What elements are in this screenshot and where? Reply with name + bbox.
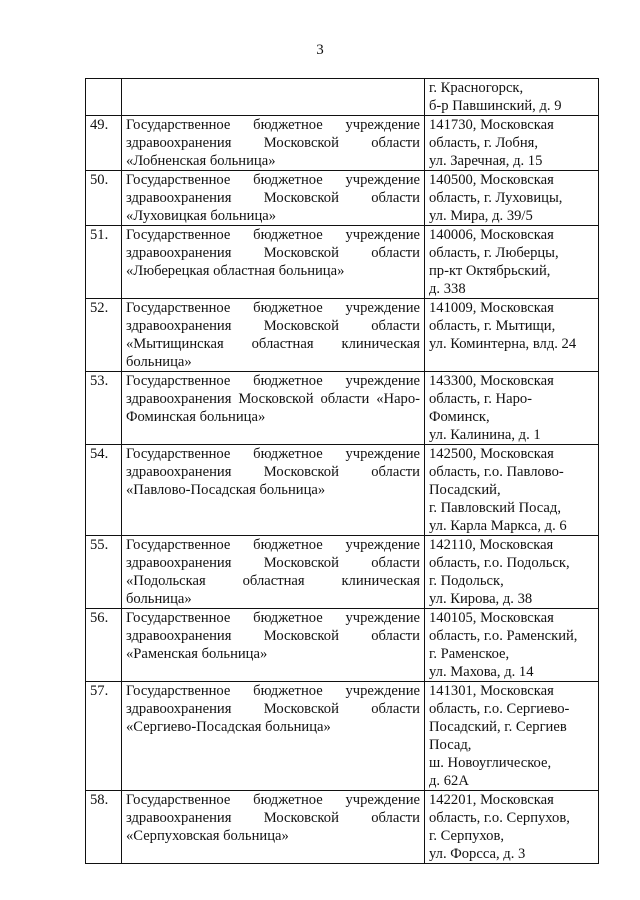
address-line: ул. Карла Маркса, д. 6 [429, 518, 567, 534]
institution-name-line: «Луховицкая больница» [126, 208, 277, 224]
row-number [86, 79, 122, 116]
table-row [86, 372, 599, 445]
address-line: 141009, Московская [429, 300, 554, 316]
table-row [86, 116, 599, 171]
institution-name-line: Государственное бюджетное учреждение [126, 117, 420, 133]
address-line: область, г. Наро- [429, 391, 533, 407]
address-line: 140500, Московская [429, 172, 554, 188]
institution-name-line: здравоохранения Московской области [126, 810, 420, 826]
address-line: 140105, Московская [429, 610, 554, 626]
institution-name-line: здравоохранения Московской области [126, 318, 420, 334]
address-line: Посадский, г. Сергиев [429, 719, 567, 735]
table-row [86, 171, 599, 226]
address-line: 142110, Московская [429, 537, 554, 553]
address-line: г. Подольск, [429, 573, 504, 589]
address-line: область, г. Мытищи, [429, 318, 556, 334]
institution-name-line: Фоминская больница» [126, 409, 266, 425]
row-number: 53. [86, 372, 122, 445]
institution-name-cell [122, 791, 425, 864]
institution-name-line: «Павлово-Посадская больница» [126, 482, 326, 498]
table-row [86, 682, 599, 791]
address-line: область, г. Луховицы, [429, 190, 563, 206]
row-number: 50. [86, 171, 122, 226]
institution-name-line: здравоохранения Московской области [126, 190, 420, 206]
address-line: область, г.о. Серпухов, [429, 810, 570, 826]
institution-name-line: «Сергиево-Посадская больница» [126, 719, 331, 735]
address-cell [425, 116, 599, 171]
institution-name-line: здравоохранения Московской области [126, 555, 420, 571]
address-line: ул. Кирова, д. 38 [429, 591, 533, 607]
address-line: область, г. Лобня, [429, 135, 538, 151]
row-number: 54. [86, 445, 122, 536]
institution-name-line: Государственное бюджетное учреждение [126, 446, 420, 462]
row-number: 56. [86, 609, 122, 682]
table-row [86, 79, 599, 116]
address-line: г. Раменское, [429, 646, 510, 662]
institutions-table-body [86, 79, 599, 864]
institution-name-cell [122, 682, 425, 791]
address-cell [425, 682, 599, 791]
institutions-table [85, 78, 599, 864]
institution-name-line: здравоохранения Московской области «Наро- [126, 391, 420, 407]
institution-name-line: «Лобненская больница» [126, 153, 276, 169]
address-line: ул. Мира, д. 39/5 [429, 208, 533, 224]
address-cell [425, 226, 599, 299]
table-row [86, 226, 599, 299]
address-cell [425, 791, 599, 864]
table-row [86, 536, 599, 609]
address-line: область, г.о. Сергиево- [429, 701, 570, 717]
address-line: пр-кт Октябрьский, [429, 263, 551, 279]
institution-name-cell [122, 445, 425, 536]
row-number: 55. [86, 536, 122, 609]
address-cell [425, 609, 599, 682]
address-line: г. Серпухов, [429, 828, 505, 844]
table-row [86, 791, 599, 864]
institution-name-line: Государственное бюджетное учреждение [126, 792, 420, 808]
institution-name-line: здравоохранения Московской области [126, 701, 420, 717]
address-line: 142500, Московская [429, 446, 554, 462]
address-line: 141730, Московская [429, 117, 554, 133]
institution-name-cell [122, 79, 425, 116]
institution-name-line: здравоохранения Московской области [126, 245, 420, 261]
address-line: Посад, [429, 737, 472, 753]
institution-name-line: Государственное бюджетное учреждение [126, 373, 420, 389]
institution-name-cell [122, 299, 425, 372]
address-line: Фоминск, [429, 409, 490, 425]
address-line: д. 338 [429, 281, 466, 297]
institution-name-cell [122, 609, 425, 682]
institution-name-line: здравоохранения Московской области [126, 464, 420, 480]
address-line: область, г.о. Павлово- [429, 464, 564, 480]
address-line: область, г.о. Подольск, [429, 555, 570, 571]
institution-name-line: Государственное бюджетное учреждение [126, 227, 420, 243]
address-line: ш. Новоуглическое, [429, 755, 552, 771]
institution-name-line: больница» [126, 591, 192, 607]
page-number: 3 [316, 42, 324, 58]
address-cell [425, 299, 599, 372]
row-number: 58. [86, 791, 122, 864]
address-line: 143300, Московская [429, 373, 554, 389]
institution-name-cell [122, 536, 425, 609]
institution-name-line: Государственное бюджетное учреждение [126, 300, 420, 316]
address-line: ул. Форсса, д. 3 [429, 846, 526, 862]
institution-name-line: «Серпуховская больница» [126, 828, 289, 844]
address-line: ул. Заречная, д. 15 [429, 153, 543, 169]
address-line: г. Красногорск, [429, 80, 524, 96]
address-line: г. Павловский Посад, [429, 500, 561, 516]
institution-name-line: Государственное бюджетное учреждение [126, 683, 420, 699]
institution-name-line: «Раменская больница» [126, 646, 268, 662]
institution-name-line: здравоохранения Московской области [126, 135, 420, 151]
institution-name-line: Государственное бюджетное учреждение [126, 172, 420, 188]
institution-name-cell [122, 226, 425, 299]
address-cell [425, 79, 599, 116]
address-cell [425, 445, 599, 536]
institution-name-cell [122, 171, 425, 226]
address-line: ул. Махова, д. 14 [429, 664, 534, 680]
address-line: Посадский, [429, 482, 501, 498]
address-line: область, г.о. Раменский, [429, 628, 578, 644]
address-line: б-р Павшинский, д. 9 [429, 98, 562, 114]
address-cell [425, 372, 599, 445]
address-line: 140006, Московская [429, 227, 554, 243]
institution-name-line: «Люберецкая областная больница» [126, 263, 345, 279]
table-row [86, 445, 599, 536]
institution-name-line: Государственное бюджетное учреждение [126, 537, 420, 553]
row-number: 52. [86, 299, 122, 372]
institution-name-line: здравоохранения Московской области [126, 628, 420, 644]
address-cell [425, 536, 599, 609]
table-row [86, 609, 599, 682]
institution-name-line: «Подольская областная клиническая [126, 573, 420, 589]
address-cell [425, 171, 599, 226]
address-line: ул. Коминтерна, влд. 24 [429, 336, 577, 352]
institution-name-line: больница» [126, 354, 192, 370]
row-number: 57. [86, 682, 122, 791]
institution-name-cell [122, 372, 425, 445]
institution-name-line: «Мытищинская областная клиническая [126, 336, 420, 352]
institution-name-cell [122, 116, 425, 171]
address-line: ул. Калинина, д. 1 [429, 427, 541, 443]
institution-name-line: Государственное бюджетное учреждение [126, 610, 420, 626]
row-number: 51. [86, 226, 122, 299]
address-line: область, г. Люберцы, [429, 245, 559, 261]
address-line: 141301, Московская [429, 683, 554, 699]
table-row [86, 299, 599, 372]
row-number: 49. [86, 116, 122, 171]
address-line: 142201, Московская [429, 792, 554, 808]
address-line: д. 62А [429, 773, 469, 789]
